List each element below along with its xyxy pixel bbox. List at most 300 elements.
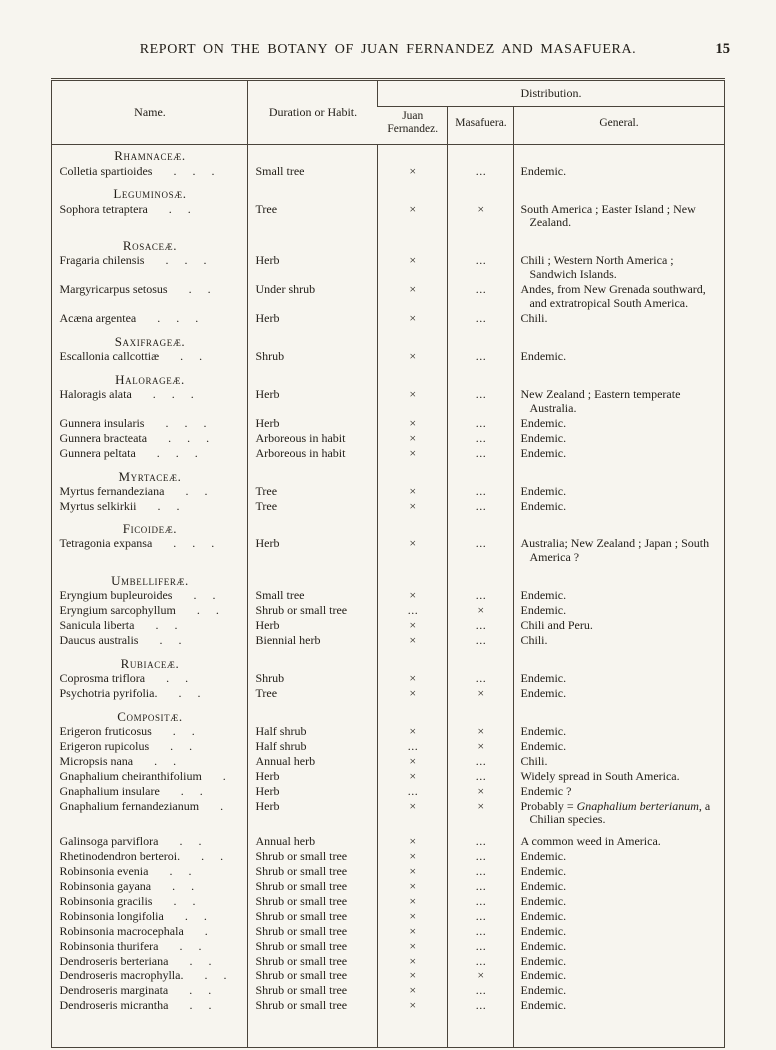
species-name-cell [52,388,248,417]
empty-duration-cell [248,702,378,725]
general-distribution-cell: Andes, from New Grenada southward, and extratropical South America. [514,283,724,312]
family-name-cell: Rhamnaceæ. [114,148,186,164]
species-name: Sophora tetraptera [59,202,148,216]
duration-cell: Shrub or small tree [248,865,378,880]
species-name-cell [52,785,248,800]
species-row [52,687,724,702]
species-name: Myrtus fernandeziana [59,484,165,498]
empty-masafuera-cell [448,462,514,485]
juan-fernandez-mark-cell: × [378,755,448,770]
juan-fernandez-mark-cell: × [378,254,448,283]
juan-fernandez-mark-cell: × [378,895,448,910]
dot-leaders: . . [157,894,196,908]
duration-cell: Herb [248,312,378,327]
dot-leaders: . . . [152,431,210,445]
duration-cell: Tree [248,687,378,702]
species-row [52,828,724,850]
masafuera-mark-cell: ... [448,388,514,417]
species-name: Gnaphalium fernandezianum [59,799,200,813]
duration-cell: Herb [248,800,378,829]
masafuera-mark-cell: ... [448,828,514,850]
species-name: Dendroseris macrophylla. [59,969,184,983]
dot-leaders: . . . [149,416,207,430]
species-row [52,672,724,687]
family-row [52,327,724,350]
general-distribution-cell: Endemic. [514,350,724,365]
juan-fernandez-mark-cell: × [378,940,448,955]
species-name: Micropsis nana [59,754,134,768]
duration-cell: Annual herb [248,755,378,770]
general-distribution-cell: Chili ; Western North America ; Sandwich Islands. [514,254,724,283]
empty-general-cell [514,462,724,485]
juan-fernandez-mark-cell: × [378,537,448,566]
juan-fernandez-mark-cell: × [378,203,448,232]
species-name-cell [52,828,248,850]
general-distribution-cell: Chili. [514,634,724,649]
duration-cell: Herb [248,388,378,417]
species-row [52,388,724,417]
juan-fernandez-mark-cell: ... [378,785,448,800]
empty-juan-fernandez-cell [378,649,448,672]
dot-leaders: . . . [136,387,194,401]
empty-duration-cell [248,649,378,672]
species-row [52,312,724,327]
species-row [52,537,724,566]
empty-general-cell [514,566,724,589]
species-name: Robinsonia gracilis [59,894,153,908]
dot-leaders: . . [152,202,191,216]
species-row [52,984,724,999]
juan-fernandez-mark-cell: × [378,589,448,604]
species-row [52,785,724,800]
family-row [52,702,724,725]
empty-juan-fernandez-cell [378,179,448,202]
species-name: Escallonia callcottiæ [59,350,160,363]
dot-leaders: . . [168,909,207,923]
general-distribution-cell: Endemic. [514,165,724,180]
column-header-masafuera: Masafuera. [448,107,514,145]
dot-leaders: . [206,769,226,783]
dot-leaders: . . . [157,537,215,551]
species-row [52,850,724,865]
species-row [52,604,724,619]
juan-fernandez-mark-cell: × [378,984,448,999]
duration-cell: Tree [248,485,378,500]
duration-cell: Herb [248,770,378,785]
general-distribution-cell: Endemic. [514,969,724,984]
general-distribution-cell: Endemic. [514,880,724,895]
dot-leaders: . . . [149,254,207,268]
dot-leaders: . . [188,969,227,983]
masafuera-mark-cell: ... [448,634,514,649]
empty-general-cell [514,231,724,254]
general-distribution-cell: Endemic. [514,687,724,702]
species-name: Fragaria chilensis [59,254,145,268]
masafuera-mark-cell: ... [448,865,514,880]
empty-general-cell [514,145,724,165]
masafuera-mark-cell: ... [448,619,514,634]
duration-cell: Shrub or small tree [248,925,378,940]
duration-cell: Shrub or small tree [248,955,378,970]
empty-masafuera-cell [448,145,514,165]
duration-cell: Arboreous in habit [248,432,378,447]
juan-fernandez-mark-cell: × [378,165,448,180]
species-name-cell [52,589,248,604]
column-header-distribution: Distribution. [378,80,724,107]
masafuera-mark-cell: × [448,687,514,702]
general-distribution-cell: Chili. [514,312,724,327]
dot-leaders: . . [154,739,193,753]
general-distribution-cell: South America ; Easter Island ; New Zealand. [514,203,724,232]
species-name: Dendroseris berteriana [59,954,169,968]
species-row [52,880,724,895]
general-distribution-cell: A common weed in America. [514,828,724,850]
species-row [52,969,724,984]
masafuera-mark-cell: × [448,203,514,232]
species-row [52,925,724,940]
family-name-cell: Halorageæ. [115,371,185,387]
species-name-cell [52,740,248,755]
species-name-cell [52,417,248,432]
juan-fernandez-mark-cell: × [378,634,448,649]
species-row [52,500,724,515]
empty-masafuera-cell [448,327,514,350]
dot-leaders: . . . [157,164,215,178]
general-distribution-cell: Endemic. [514,740,724,755]
empty-masafuera-cell [448,702,514,725]
masafuera-mark-cell: ... [448,910,514,925]
table-header [52,80,724,145]
running-title: REPORT ON THE BOTANY OF JUAN FERNANDEZ AND MASAFUERA. [139,42,637,57]
general-distribution-cell: Widely spread in South America. [514,770,724,785]
species-row [52,955,724,970]
juan-fernandez-mark-cell: × [378,500,448,515]
general-text: , a Chilian species. [529,798,711,827]
species-name-cell [52,755,248,770]
general-distribution-cell: Endemic. [514,432,724,447]
empty-duration-cell [248,566,378,589]
dot-leaders: . . [163,834,202,849]
species-row [52,999,724,1047]
masafuera-mark-cell: ... [448,589,514,604]
juan-fernandez-mark-cell: × [378,999,448,1047]
empty-general-cell [514,514,724,537]
species-row [52,417,724,432]
species-name-cell [52,283,248,312]
empty-duration-cell [248,179,378,202]
dot-leaders: . . [173,984,212,998]
species-row [52,485,724,500]
juan-fernandez-mark-cell: × [378,925,448,940]
species-row [52,895,724,910]
duration-cell: Herb [248,785,378,800]
masafuera-mark-cell: ... [448,312,514,327]
species-name-cell [52,725,248,740]
species-distribution-table [51,78,724,1048]
dot-leaders: . . . [141,312,199,326]
species-name-cell [52,910,248,925]
empty-juan-fernandez-cell [378,231,448,254]
masafuera-mark-cell: × [448,604,514,619]
dot-leaders: . . [153,865,192,879]
species-name: Acæna argentea [59,312,137,326]
juan-fernandez-mark-cell: × [378,910,448,925]
family-row [52,145,724,165]
general-distribution-cell: Chili. [514,755,724,770]
family-row [52,462,724,485]
species-name: Robinsonia macrocephala [59,924,184,938]
empty-juan-fernandez-cell [378,514,448,537]
duration-cell: Tree [248,203,378,232]
species-name-cell [52,203,248,232]
species-name-cell [52,940,248,955]
empty-masafuera-cell [448,231,514,254]
species-name-cell [52,485,248,500]
species-name-cell [52,312,248,327]
species-row [52,634,724,649]
masafuera-mark-cell: ... [448,755,514,770]
dot-leaders: . . [143,634,182,648]
species-name-cell [52,800,248,829]
duration-cell: Arboreous in habit [248,447,378,462]
family-row [52,179,724,202]
species-name-cell [52,432,248,447]
masafuera-mark-cell: ... [448,447,514,462]
species-row [52,283,724,312]
masafuera-mark-cell: ... [448,350,514,365]
masafuera-mark-cell: ... [448,432,514,447]
general-distribution-cell: Australia; New Zealand ; Japan ; South America ? [514,537,724,566]
empty-masafuera-cell [448,514,514,537]
juan-fernandez-mark-cell: ... [378,604,448,619]
dot-leaders: . . [185,850,224,864]
juan-fernandez-mark-cell: × [378,672,448,687]
empty-masafuera-cell [448,179,514,202]
general-distribution-cell: Endemic. [514,940,724,955]
species-name-cell [52,999,248,1047]
species-name-cell [52,634,248,649]
general-distribution-cell: Endemic ? [514,785,724,800]
empty-masafuera-cell [448,365,514,388]
general-distribution-cell: Endemic. [514,589,724,604]
family-row [52,365,724,388]
column-header-juan-fernandez: Juan Fernandez. [378,107,448,145]
general-distribution-cell: Endemic. [514,850,724,865]
species-name-cell [52,770,248,785]
empty-general-cell [514,649,724,672]
species-name: Robinsonia thurifera [59,939,159,953]
species-name: Robinsonia evenia [59,865,149,879]
page-header [44,42,732,58]
juan-fernandez-mark-cell: × [378,955,448,970]
general-distribution-cell: Chili and Peru. [514,619,724,634]
empty-juan-fernandez-cell [378,327,448,350]
juan-fernandez-mark-cell: × [378,312,448,327]
species-name-cell [52,350,248,365]
empty-general-cell [514,702,724,725]
dot-leaders: . . [141,499,180,513]
general-distribution-cell: Endemic. [514,999,724,1047]
species-row [52,203,724,232]
family-row [52,514,724,537]
species-name: Dendroseris micrantha [59,999,169,1013]
species-name: Erigeron rupicolus [59,739,150,753]
dot-leaders: . . [156,724,195,738]
species-name: Myrtus selkirkii [59,499,137,513]
species-name: Tetragonia expansa [59,537,153,551]
species-name-cell [52,447,248,462]
empty-juan-fernandez-cell [378,702,448,725]
duration-cell: Shrub or small tree [248,850,378,865]
masafuera-mark-cell: ... [448,485,514,500]
empty-duration-cell [248,231,378,254]
dot-leaders: . . [172,283,211,297]
empty-juan-fernandez-cell [378,145,448,165]
duration-cell: Shrub [248,350,378,365]
species-name: Psychotria pyrifolia. [59,686,158,700]
juan-fernandez-mark-cell: × [378,432,448,447]
species-name: Margyricarpus setosus [59,283,168,297]
page-number: 15 [715,41,730,57]
masafuera-mark-cell: ... [448,850,514,865]
duration-cell: Herb [248,254,378,283]
species-row [52,589,724,604]
species-name-cell [52,880,248,895]
dot-leaders: . . [177,589,216,603]
empty-juan-fernandez-cell [378,462,448,485]
species-name: Gunnera insularis [59,416,145,430]
dot-leaders: . . [138,754,177,768]
general-distribution-cell: Endemic. [514,955,724,970]
general-distribution-cell: Endemic. [514,895,724,910]
juan-fernandez-mark-cell: × [378,485,448,500]
duration-cell: Shrub or small tree [248,910,378,925]
dot-leaders: . . [162,686,201,700]
empty-juan-fernandez-cell [378,365,448,388]
species-name: Sanicula liberta [59,619,135,633]
empty-masafuera-cell [448,566,514,589]
dot-leaders: . . [139,619,178,633]
juan-fernandez-mark-cell: × [378,350,448,365]
general-distribution-cell: Endemic. [514,417,724,432]
family-row [52,566,724,589]
duration-cell: Shrub or small tree [248,984,378,999]
column-header-general: General. [514,107,724,145]
juan-fernandez-mark-cell: × [378,447,448,462]
column-header-name: Name. [52,80,248,145]
juan-fernandez-mark-cell: × [378,828,448,850]
species-name-cell [52,865,248,880]
juan-fernandez-mark-cell: ... [378,740,448,755]
species-name-cell [52,984,248,999]
italic-species-name: Gnaphalium berterianum [576,798,699,813]
general-distribution-cell: Endemic. [514,984,724,999]
masafuera-mark-cell: ... [448,999,514,1047]
dot-leaders: . . [173,999,212,1013]
juan-fernandez-mark-cell: × [378,770,448,785]
species-row [52,865,724,880]
dot-leaders: . . . [140,446,198,460]
dot-leaders: . . [169,484,208,498]
duration-cell: Annual herb [248,828,378,850]
masafuera-mark-cell: × [448,740,514,755]
duration-cell: Shrub or small tree [248,895,378,910]
duration-cell: Small tree [248,165,378,180]
duration-cell: Shrub or small tree [248,969,378,984]
empty-general-cell [514,327,724,350]
family-name-cell: Rosaceæ. [122,238,178,254]
species-row [52,254,724,283]
species-name-cell [52,969,248,984]
masafuera-mark-cell: ... [448,955,514,970]
duration-cell: Herb [248,537,378,566]
juan-fernandez-mark-cell: × [378,283,448,312]
species-name-cell [52,955,248,970]
species-name: Rhetinodendron berteroi. [59,850,181,864]
general-distribution-cell: Endemic. [514,447,724,462]
table-body [52,145,724,1048]
masafuera-mark-cell: ... [448,984,514,999]
family-name-cell: Saxifrageæ. [114,333,186,349]
juan-fernandez-mark-cell: × [378,687,448,702]
species-row [52,165,724,180]
species-row [52,447,724,462]
species-row [52,725,724,740]
species-name-cell [52,619,248,634]
masafuera-mark-cell: ... [448,940,514,955]
duration-cell: Tree [248,500,378,515]
species-name: Gnaphalium insulare [59,784,160,798]
species-name: Daucus australis [59,634,139,648]
masafuera-mark-cell: ... [448,880,514,895]
empty-duration-cell [248,462,378,485]
masafuera-mark-cell: ... [448,165,514,180]
general-distribution-cell: Endemic. [514,500,724,515]
species-name: Gunnera peltata [59,446,136,460]
juan-fernandez-mark-cell: × [378,850,448,865]
species-name: Robinsonia longifolia [59,909,164,923]
duration-cell: Half shrub [248,725,378,740]
general-distribution-cell: Endemic. [514,604,724,619]
masafuera-mark-cell: ... [448,895,514,910]
empty-general-cell [514,179,724,202]
family-name-cell: Umbelliferæ. [111,573,189,589]
general-distribution-cell: New Zealand ; Eastern temperate Australia. [514,388,724,417]
species-name: Robinsonia gayana [59,880,152,894]
dot-leaders: . [188,924,208,938]
general-distribution-cell: Endemic. [514,485,724,500]
masafuera-mark-cell: × [448,785,514,800]
empty-duration-cell [248,145,378,165]
dot-leaders: . . [180,604,219,618]
species-name: Colletia spartioides [59,164,153,178]
juan-fernandez-mark-cell: × [378,800,448,829]
empty-duration-cell [248,327,378,350]
masafuera-mark-cell: ... [448,537,514,566]
species-name-cell [52,895,248,910]
dot-leaders: . . [173,954,212,968]
masafuera-mark-cell: ... [448,417,514,432]
species-name: Haloragis alata [59,387,132,401]
species-name-cell [52,604,248,619]
duration-cell: Shrub or small tree [248,940,378,955]
general-distribution-cell: Endemic. [514,910,724,925]
species-row [52,755,724,770]
duration-cell: Biennial herb [248,634,378,649]
species-row [52,619,724,634]
masafuera-mark-cell: ... [448,254,514,283]
general-text: Probably = [520,798,577,813]
